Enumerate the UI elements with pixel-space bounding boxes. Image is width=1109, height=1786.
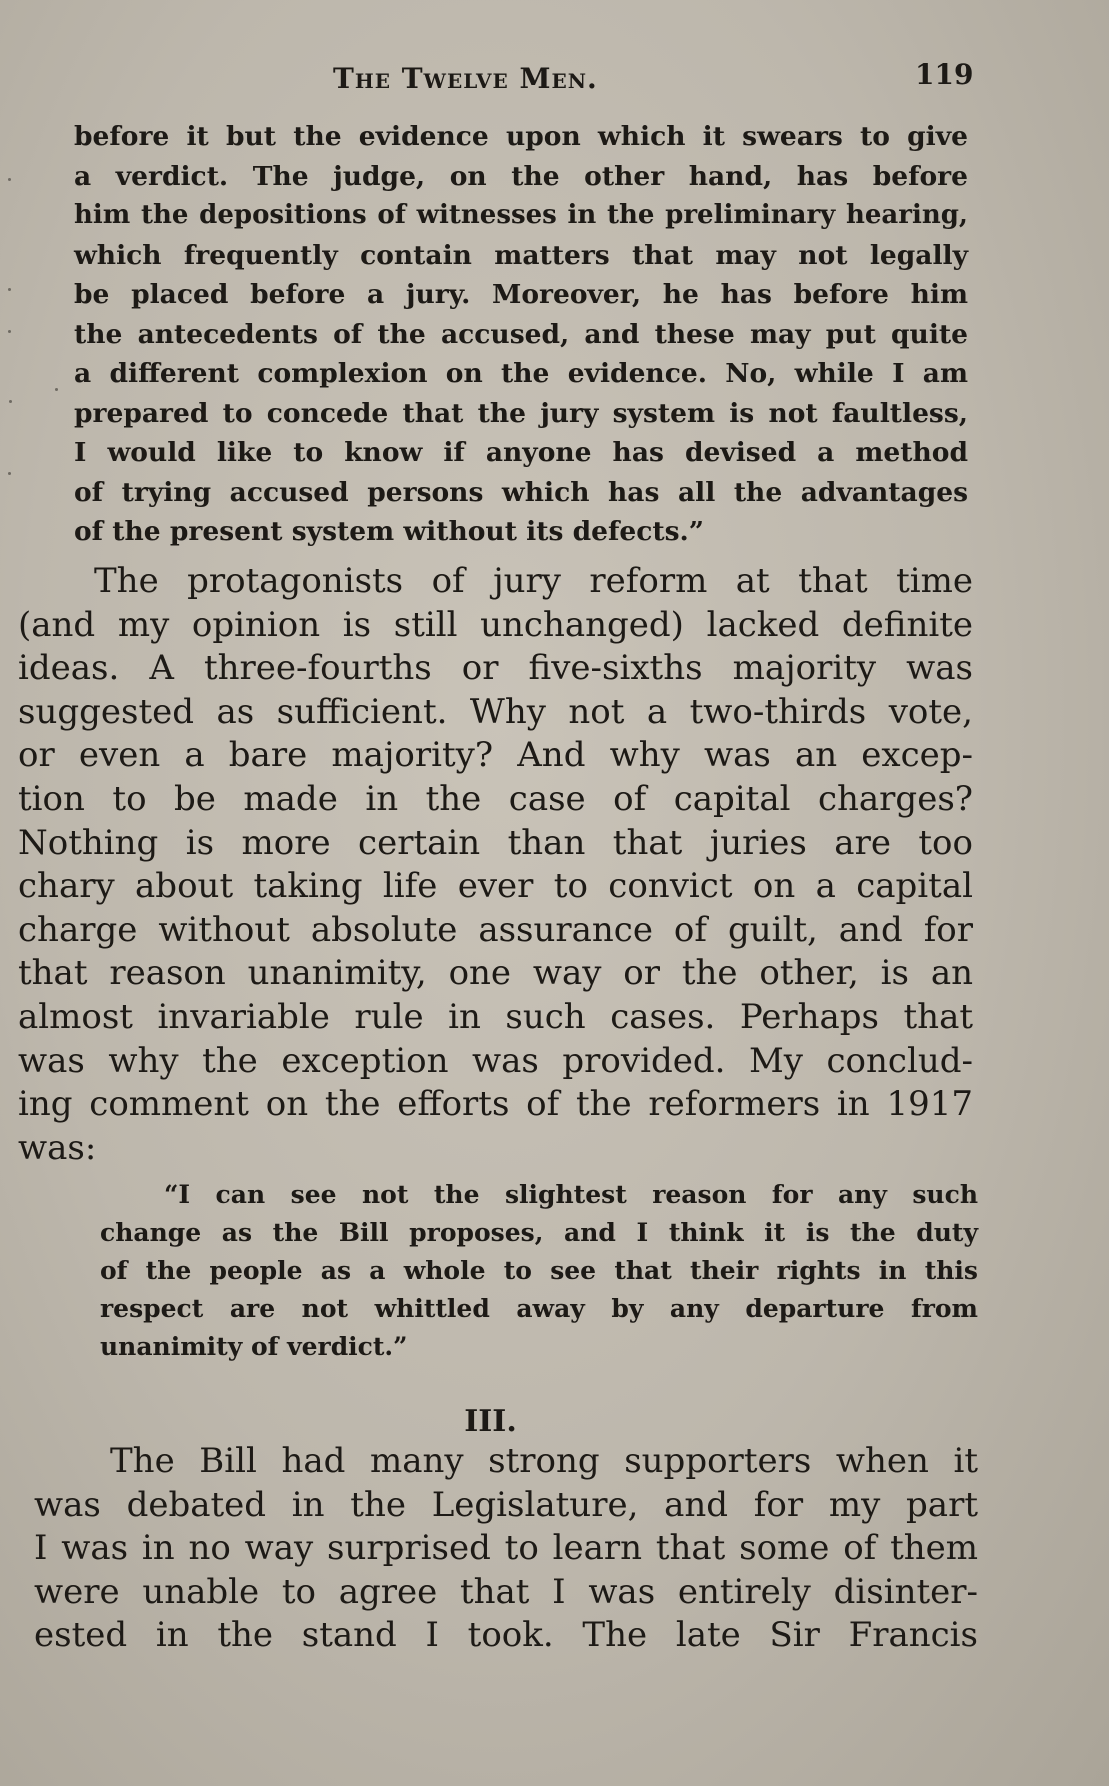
paper-speck xyxy=(8,178,11,181)
quote-line: change as the Bill proposes, and I think it is the duty xyxy=(100,1218,978,1247)
paragraph-line: was debated in the Legislature, and for my part xyxy=(34,1484,978,1525)
paragraph-line: chary about taking life ever to convict on a capital xyxy=(18,866,973,907)
paragraph-line: I was in no way surprised to learn that some of them xyxy=(34,1528,978,1568)
quote-line: of the present system without its defects.” xyxy=(74,516,705,547)
paragraph-line: Nothing is more certain than that juries are too xyxy=(18,822,973,863)
paragraph-line: almost invariable rule in such cases. Perhaps that xyxy=(18,996,973,1037)
paragraph-line: was: xyxy=(18,1127,97,1168)
block-quote-top xyxy=(74,117,968,552)
body-paragraph-2 xyxy=(34,1440,978,1658)
page-number: 119 xyxy=(915,58,974,91)
block-quote-bottom xyxy=(100,1176,978,1366)
paragraph-line: suggested as sufficient. Why not a two-thirds vote, xyxy=(18,691,973,732)
paragraph-line: was why the exception was provided. My conclud- xyxy=(18,1040,973,1081)
quote-line: the antecedents of the accused, and these may put quite xyxy=(74,318,968,350)
paragraph-line: tion to be made in the case of capital charges? xyxy=(18,778,973,819)
paragraph-line: The protagonists of jury reform at that time xyxy=(94,561,973,601)
paragraph-line: The Bill had many strong supporters when it xyxy=(110,1441,978,1481)
quote-line: be placed before a jury. Moreover, he has before him xyxy=(74,279,968,310)
quote-line: him the depositions of witnesses in the preliminary hearing, xyxy=(74,200,968,230)
paragraph-line: ested in the stand I took. The late Sir Francis xyxy=(34,1615,978,1655)
paragraph-line: charge without absolute assurance of guilt, and for xyxy=(18,909,973,950)
body-paragraph-1 xyxy=(18,560,973,1170)
quote-line: of the people as a whole to see that their rights in this xyxy=(100,1256,978,1285)
running-title: The Twelve Men. xyxy=(333,62,598,95)
paragraph-line: ing comment on the efforts of the reformers in 1917 xyxy=(18,1084,973,1125)
paragraph-line: were unable to agree that I was entirely disinter- xyxy=(34,1571,978,1612)
quote-line: “I can see not the slightest reason for any such xyxy=(164,1180,978,1209)
paragraph-line: or even a bare majority? And why was an excep- xyxy=(18,735,973,776)
paper-speck xyxy=(8,288,11,291)
quote-line: a different complexion on the evidence. No, while I am xyxy=(74,358,968,389)
paragraph-line: that reason unanimity, one way or the other, is an xyxy=(18,953,973,994)
quote-line: I would like to know if anyone has devised a method xyxy=(74,437,968,468)
paper-speck xyxy=(9,400,12,403)
quote-line: unanimity of verdict.” xyxy=(100,1332,408,1361)
paper-speck xyxy=(55,388,58,391)
quote-line: respect are not whittled away by any departure from xyxy=(100,1294,978,1323)
paragraph-line: ideas. A three-fourths or five-sixths majority was xyxy=(18,648,973,689)
paper-speck xyxy=(8,472,11,475)
quote-line: prepared to concede that the jury system is not faultless, xyxy=(74,397,968,429)
quote-line: before it but the evidence upon which it swears to give xyxy=(74,121,968,152)
quote-line: of trying accused persons which has all the advantages xyxy=(74,476,968,508)
quote-line: a verdict. The judge, on the other hand, has before xyxy=(74,160,968,192)
section-heading: III. xyxy=(464,1404,517,1439)
running-head xyxy=(0,58,1109,98)
paper-speck xyxy=(8,330,11,333)
quote-line: which frequently contain matters that may not legally xyxy=(74,239,968,271)
paragraph-line: (and my opinion is still unchanged) lacked definite xyxy=(18,604,973,645)
